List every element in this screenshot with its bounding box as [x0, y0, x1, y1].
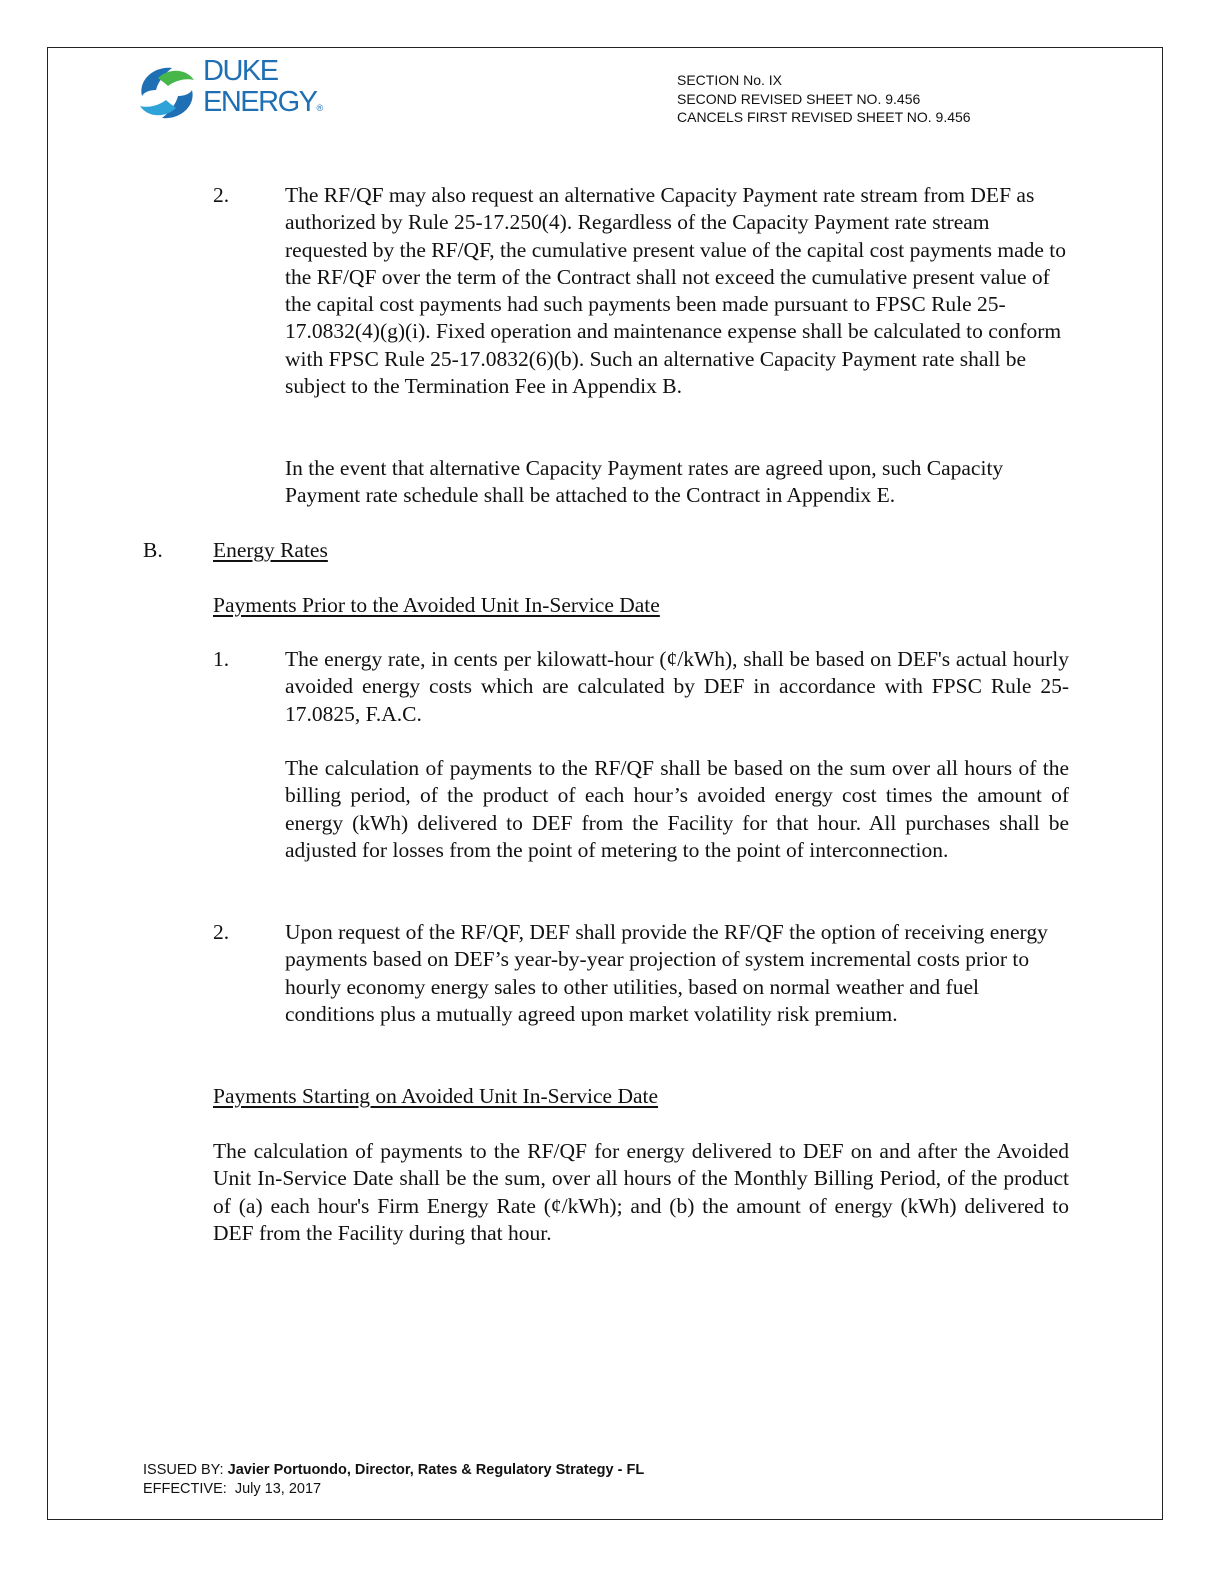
- issued-by-value: Javier Portuondo, Director, Rates & Regulatory Strategy - FL: [227, 1462, 645, 1478]
- paragraph-energy-rate: The energy rate, in cents per kilowatt-hour (¢/kWh), shall be based on DEF's actual hourly avoided energy costs which are calculated by DEF in accordance with FPSC Rule 25-17.0825, F.A.C.: [285, 647, 1069, 726]
- paragraph-firm-energy-rate: The calculation of payments to the RF/QF for energy delivered to DEF on and after the Avoided Unit In-Service Date shall be the sum, over all hours of the Monthly Billing Period, of the product of (a) each hour's Firm Energy Rate (¢/kWh); and (b) the amount of energy (kWh) delivered to DEF from the Facility during that hour.: [213, 1139, 1069, 1245]
- logo-wordmark: [203, 56, 323, 124]
- logo-line-energy: ENERGY: [203, 86, 317, 118]
- effective-label: EFFECTIVE:: [143, 1480, 235, 1497]
- item-number: 2.: [213, 183, 230, 207]
- registered-mark: ®: [316, 103, 324, 113]
- paragraph-yearly-projection: Upon request of the RF/QF, DEF shall provide the RF/QF the option of receiving energy payments based on DEF’s year-by-year projection of system incremental costs prior to hourly economy energy sales to other utilities, based on normal weather and fuel conditions plus a mutually agreed upon market volatility risk premium.: [285, 920, 1048, 1026]
- sheet-header: [677, 71, 971, 127]
- paragraph-appendix-e: In the event that alternative Capacity Payment rates are agreed upon, such Capacity Payment rate schedule shall be attached to the Contract in Appendix E.: [285, 456, 1004, 508]
- duke-energy-logo-icon: [134, 60, 200, 126]
- cancels-sheet: CANCELS FIRST REVISED SHEET NO. 9.456: [677, 109, 971, 125]
- footer: [143, 1461, 644, 1498]
- item-number: 1.: [213, 647, 230, 671]
- item-number: 2.: [213, 920, 230, 944]
- paragraph-alternative-capacity: The RF/QF may also request an alternative Capacity Payment rate stream from DEF as authorized by Rule 25-17.250(4). Regardless of the Capacity Payment rate stream requested by the RF/QF, the cumulative present value of the capital cost payments made to the RF/QF over the term of the Contract shall not exceed the cumulative present value of the capital cost payments had such payments been made pursuant to FPSC Rule 25-17.0832(4)(g)(i). Fixed operation and maintenance expense shall be calculated to conform with FPSC Rule 25-17.0832(6)(b). Such an alternative Capacity Payment rate shall be subject to the Termination Fee in Appendix B.: [285, 183, 1067, 399]
- section-letter: B.: [143, 538, 163, 562]
- duke-energy-logo: [134, 56, 344, 128]
- logo-line-duke: DUKE: [203, 55, 278, 87]
- paragraph-payment-calculation: The calculation of payments to the RF/QF shall be based on the sum over all hours of the billing period, of the product of each hour’s avoided energy cost times the amount of energy (kWh) delivered to DEF from the Facility for that hour. All purchases shall be adjusted for losses from the point of metering to the point of interconnection.: [285, 756, 1069, 862]
- subheading-prior-payments: Payments Prior to the Avoided Unit In-Service Date: [213, 593, 660, 617]
- sheet-number: SECOND REVISED SHEET NO. 9.456: [677, 90, 921, 107]
- section-title-energy-rates: Energy Rates: [213, 538, 328, 562]
- effective-date: July 13, 2017: [234, 1480, 322, 1497]
- subheading-starting-payments: Payments Starting on Avoided Unit In-Service Date: [213, 1084, 659, 1108]
- section-number: SECTION No. IX: [677, 72, 783, 88]
- issued-by-label: ISSUED BY:: [143, 1462, 228, 1478]
